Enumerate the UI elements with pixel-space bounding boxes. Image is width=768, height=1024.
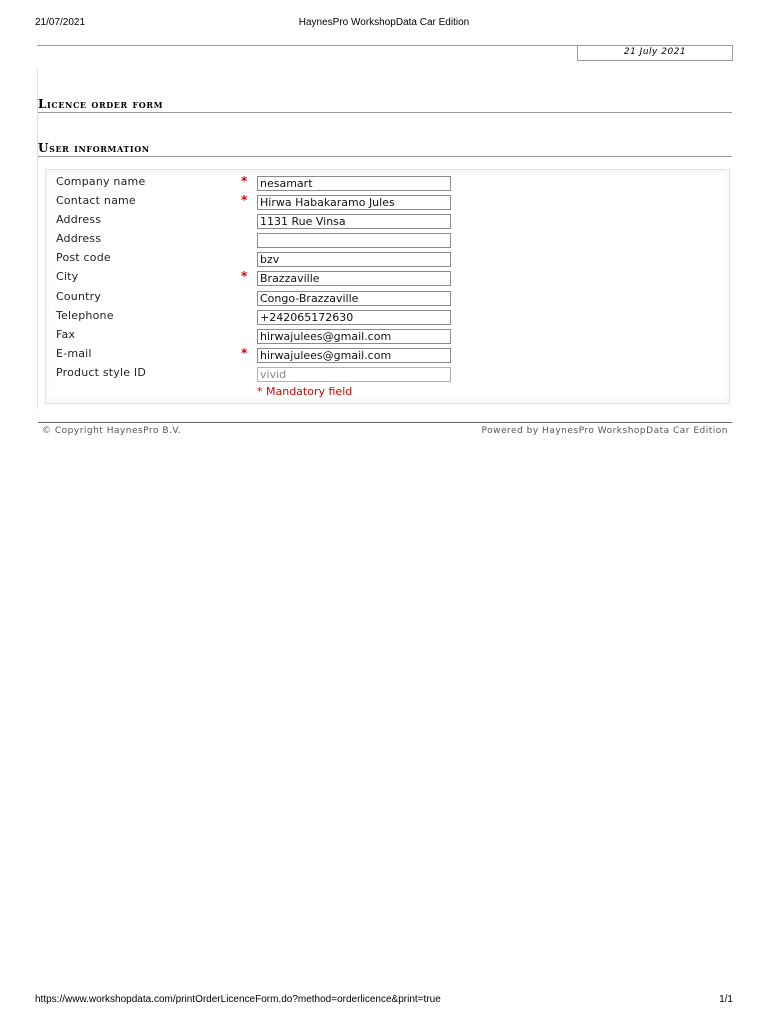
left-border [37, 69, 38, 409]
print-url: https://www.workshopdata.com/printOrderLicenceForm.do?method=orderlicence&print=true [35, 994, 441, 1005]
page-title: Licence order form [38, 97, 732, 113]
post-code-label: Post code [56, 251, 111, 264]
required-marker: * [241, 174, 248, 188]
form-row-city [49, 268, 724, 287]
copyright-text: © Copyright HaynesPro B.V. [42, 426, 182, 436]
required-marker: * [241, 193, 248, 207]
form-row-country [49, 288, 724, 307]
form-body [49, 173, 724, 398]
company-name-input[interactable]: nesamart [257, 176, 451, 191]
telephone-label: Telephone [56, 309, 114, 322]
date-display: 21 July 2021 [577, 45, 733, 61]
print-date: 21/07/2021 [35, 17, 86, 28]
post-code-input[interactable]: bzv [257, 252, 451, 267]
form-row-fax [49, 326, 724, 345]
email-input[interactable]: hirwajulees@gmail.com [257, 348, 451, 363]
contact-name-input[interactable]: Hirwa Habakaramo Jules [257, 195, 451, 210]
form-row-email [49, 345, 724, 364]
form-row-post-code [49, 249, 724, 268]
city-input[interactable]: Brazzaville [257, 271, 451, 286]
address-2-input[interactable] [257, 233, 451, 248]
form-row-contact-name [49, 192, 724, 211]
page-number: 1/1 [719, 994, 733, 1005]
address-2-label: Address [56, 232, 102, 245]
form-row-address-2 [49, 230, 724, 249]
powered-by-text: Powered by HaynesPro WorkshopData Car Edition [481, 426, 728, 436]
fax-label: Fax [56, 328, 76, 341]
print-header [0, 17, 768, 31]
company-name-label: Company name [56, 175, 146, 188]
country-input[interactable]: Congo-Brazzaville [257, 291, 451, 306]
fax-input[interactable]: hirwajulees@gmail.com [257, 329, 451, 344]
section-title: User information [38, 141, 732, 157]
address-1-input[interactable]: 1131 Rue Vinsa [257, 214, 451, 229]
user-information-form [45, 169, 730, 404]
print-title: HaynesPro WorkshopData Car Edition [298, 17, 470, 28]
form-row-address-1 [49, 211, 724, 230]
mandatory-field-note: * Mandatory field [257, 385, 353, 398]
address-1-label: Address [56, 213, 102, 226]
required-marker: * [241, 346, 248, 360]
country-label: Country [56, 290, 102, 303]
product-style-id-label: Product style ID [56, 366, 147, 379]
product-style-id-input[interactable]: vivid [257, 367, 451, 382]
form-row-telephone [49, 307, 724, 326]
print-footer [0, 994, 768, 1008]
required-marker: * [241, 269, 248, 283]
footer-divider [38, 422, 732, 423]
form-row-company-name [49, 173, 724, 192]
telephone-input[interactable]: +242065172630 [257, 310, 451, 325]
contact-name-label: Contact name [56, 194, 136, 207]
city-label: City [56, 270, 79, 283]
email-label: E-mail [56, 347, 92, 360]
form-row-product-style-id [49, 364, 724, 383]
